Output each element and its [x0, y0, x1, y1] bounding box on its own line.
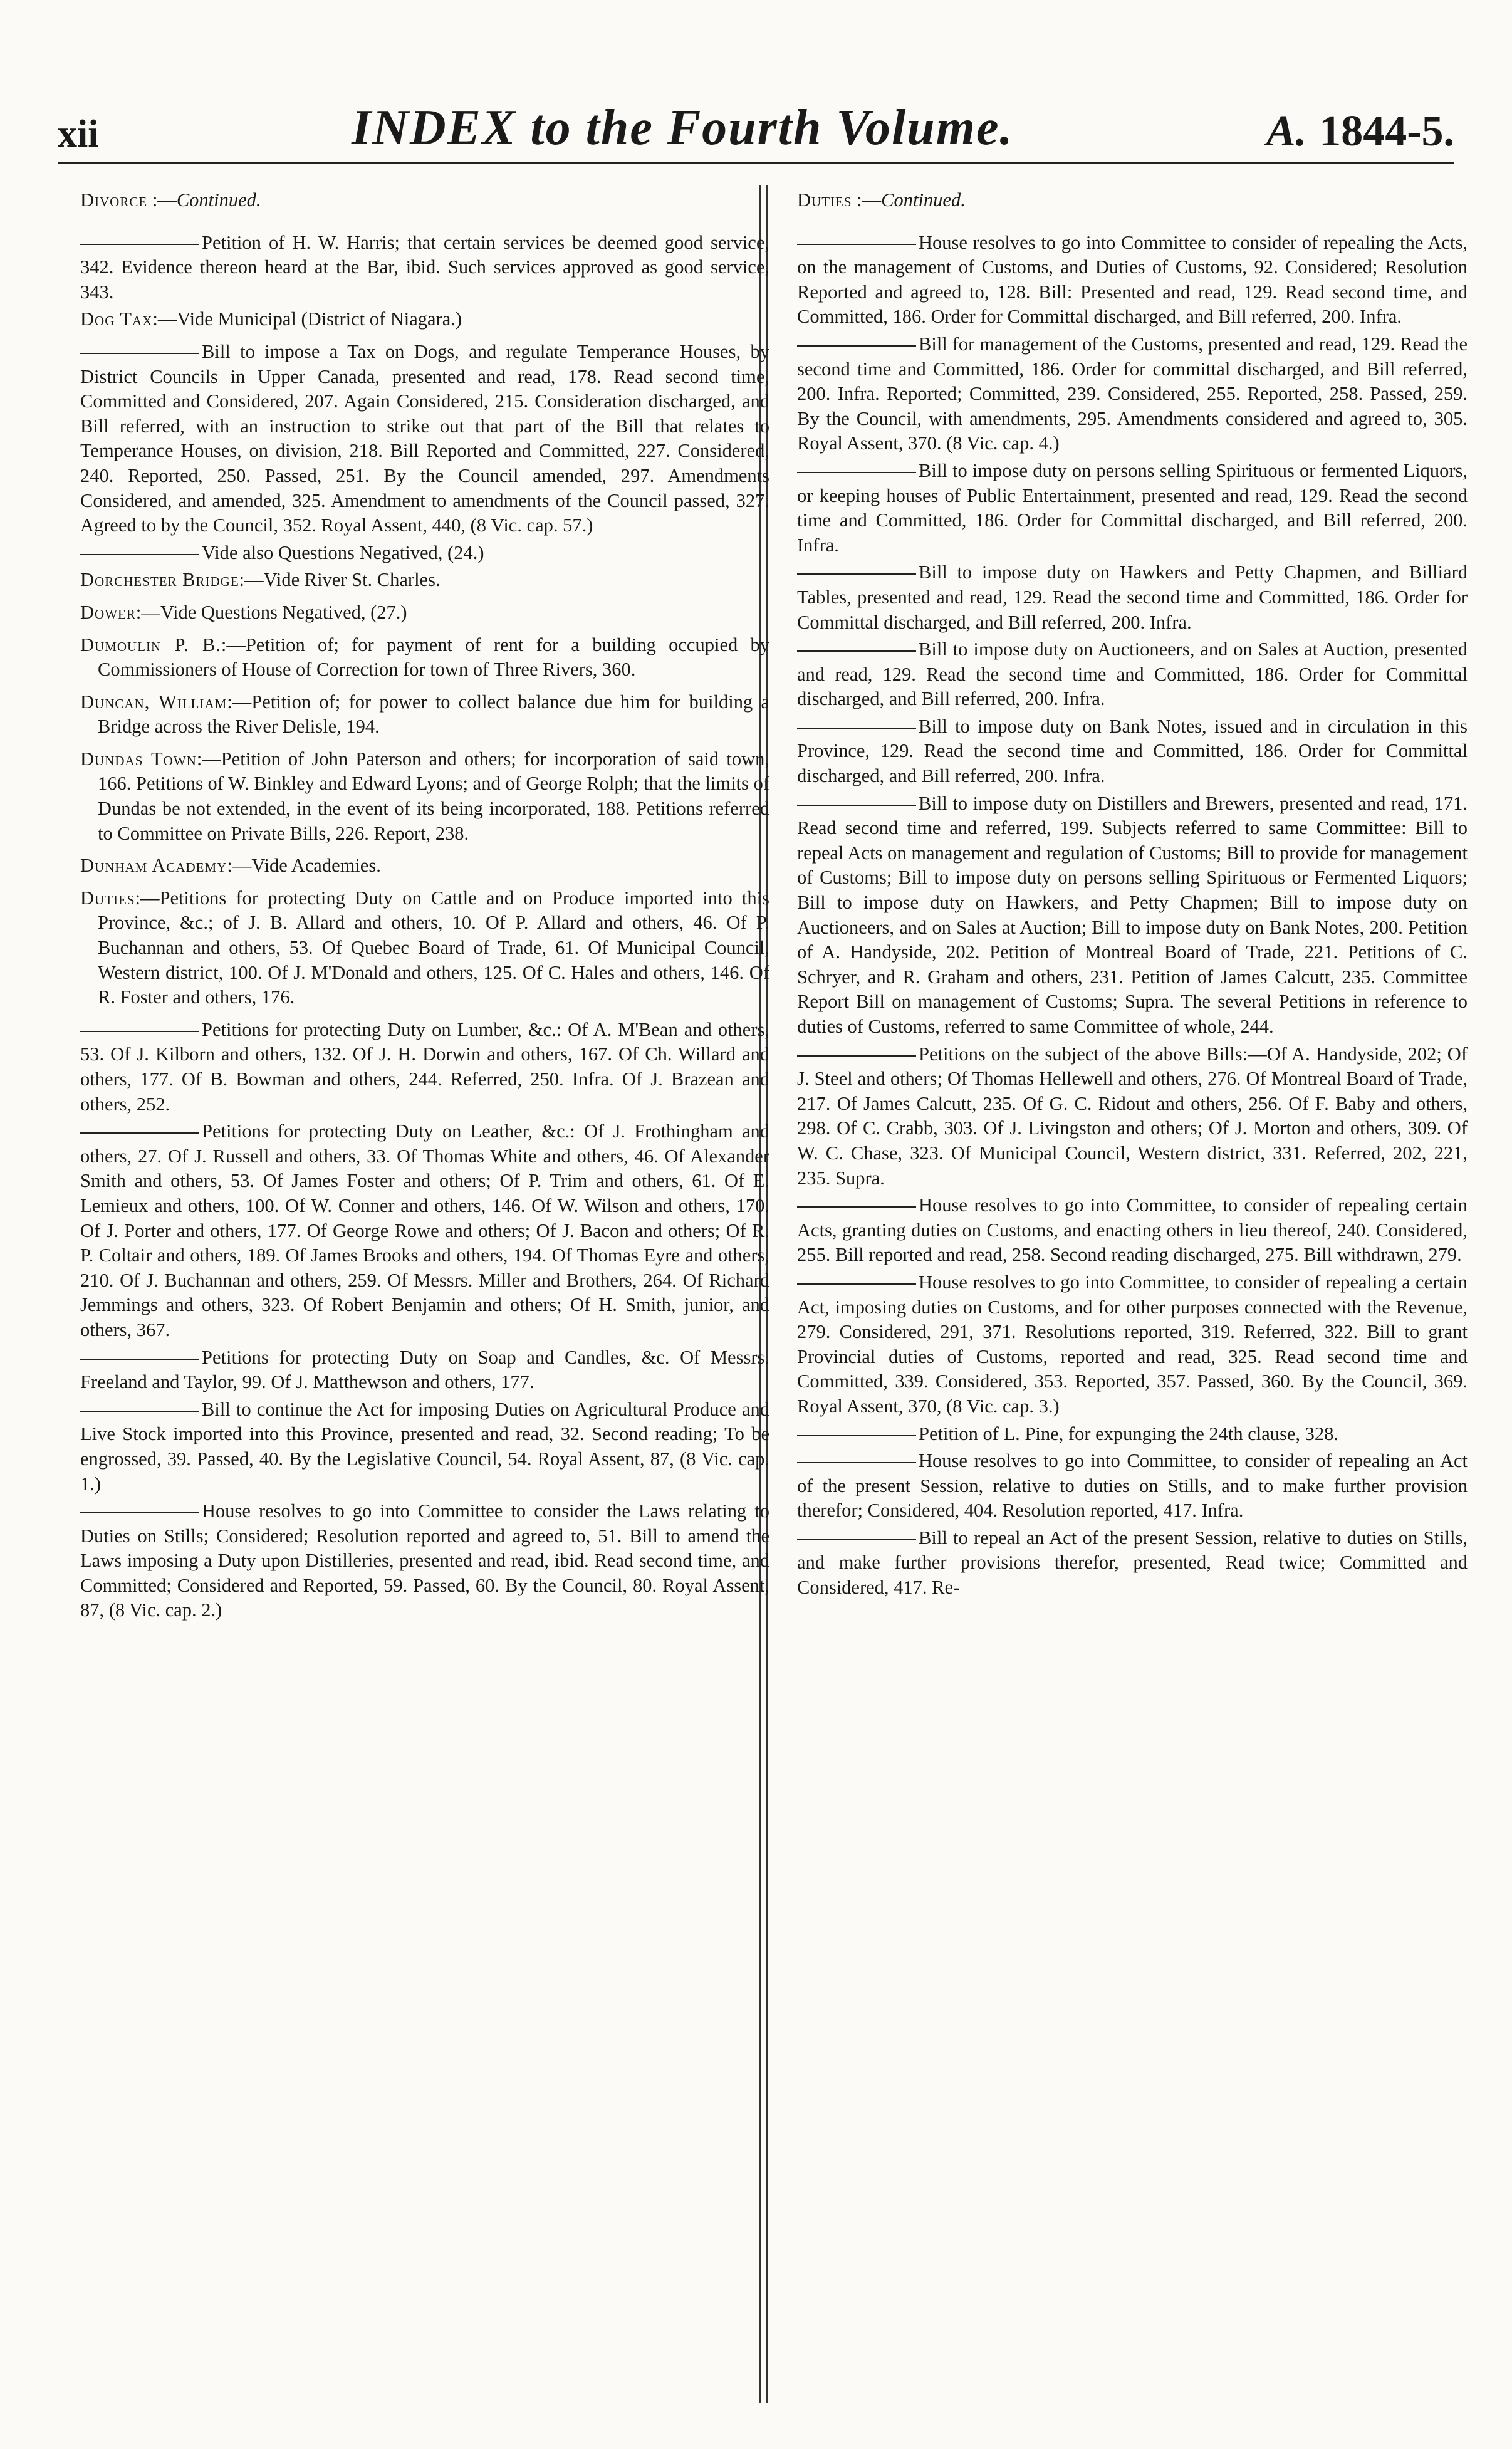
right-column-heading: Duties :—Continued.: [797, 189, 966, 211]
right-column: [797, 188, 1468, 1603]
divorce-subentry: Petition of H. W. Harris; that certain services be deemed good service, 342. Evidence thereon heard at the Bar, ibid. Such services approved as good service, 343.: [80, 231, 769, 303]
duties-subentry-repeal-stills: Bill to repeal an Act of the present Session, relative to duties on Stills, and make further provisions therefor, presented, Read twice; Committed and Considered, 417. Re-: [797, 1527, 1468, 1599]
entry-dorchester-bridge: Dorchester Bridge:—Vide River St. Charles.: [80, 569, 441, 591]
duties-subentry-petitions: Petitions on the subject of the above Bills:—Of A. Handyside, 202; Of J. Steel and others; Of Thomas Hellewell and others, 276. Of Montreal Board of Trade, 217. Of James Calcutt, 235. Of G. C. Ridout and others, 256. Of F. Baby and others, 298. Of C. Crabb, 303. Of J. Livingston and others; Of J. Morton and others, 309. Of W. C. Chase, 323. Of Municipal Council, Western district, 331. Referred, 202, 221, 235. Supra.: [797, 1043, 1468, 1189]
entry-dumoulin: Dumoulin P. B.:—Petition of; for payment of rent for a building occupied by Commissioners of House of Correction for town of Three Rivers, 360.: [80, 634, 769, 681]
duties-subentry-spirituous: Bill to impose duty on persons selling Spirituous or fermented Liquors, or keeping houses of Public Entertainment, presented and read, 129. Read the second time and Committed, 186. Order for Committal discharged, and Bill referred, 200. Infra.: [797, 459, 1468, 556]
duties-subentry-stills: House resolves to go into Committee to consider the Laws relating to Duties on Stills; Considered; Resolution reported and agreed to, 51. Bill to amend the Laws imposing a Duty upon Distilleries, presented and read, ibid. Read second time, and Committed; Considered and Reported, 59. Passed, 60. By the Council, 80. Royal Assent, 87, (8 Vic. cap. 2.): [80, 1500, 769, 1621]
duties-subentry-repeal-acts: House resolves to go into Committee, to consider of repealing certain Acts, granting duties on Customs, and enacting others in lieu thereof, 240. Considered, 255. Bill reported and read, 258. Second reading discharged, 275. Bill withdrawn, 279.: [797, 1194, 1468, 1266]
page-number: xii: [58, 113, 99, 155]
left-column-heading: Divorce :—Continued.: [80, 189, 261, 211]
index-letter-year: [1266, 107, 1454, 157]
entry-duncan: Duncan, William:—Petition of; for power to collect balance due him for building a Bridge across the River Delisle, 194.: [80, 691, 769, 738]
duties-subentry-agricultural: Bill to continue the Act for imposing Duties on Agricultural Produce and Live Stock imported into this Province, presented and read, 32. Second reading; To be engrossed, 39. Passed, 40. By the Legislative Council, 54. Royal Assent, 87, (8 Vic. cap. 1.): [80, 1398, 769, 1495]
page-title: INDEX to the Fourth Volume.: [351, 100, 1014, 155]
entry-dower: Dower:—Vide Questions Negatived, (27.): [80, 601, 407, 623]
duties-subentry-lumber: Petitions for protecting Duty on Lumber, &c.: Of A. M'Bean and others, 53. Of J. Kilborn and others, 132. Of J. H. Dorwin and others, 167. Of Ch. Willard and others, 177. Of B. Bowman and others, 244. Referred, 250. Infra. Of J. Brazean and others, 252.: [80, 1018, 769, 1115]
index-letter: A.: [1266, 107, 1307, 155]
page-header: [58, 81, 1454, 157]
dog-tax-subentry-2: Vide also Questions Negatived, (24.): [80, 541, 769, 566]
left-column: [80, 188, 769, 1626]
duties-subentry-bank-notes: Bill to impose duty on Bank Notes, issued and in circulation in this Province, 129. Read the second time and Committed, 186. Order for Committal discharged, and Bill referred, 200. Infra.: [797, 715, 1468, 787]
dog-tax-subentry: Bill to impose a Tax on Dogs, and regulate Temperance Houses, by District Councils in Upper Canada, presented and read, 178. Read second time, Committed and Considered, 207. Again Considered, 215. Consideration discharged, and Bill referred, with an instruction to strike out that part of the Bill that relates to Temperance Houses, on division, 218. Bill Reported and Committed, 227. Considered, 240. Reported, 250. Passed, 251. By the Council amended, 297. Amendments Considered, and amended, 325. Amendment to amendments of the Council passed, 327. Agreed to by the Council, 352. Royal Assent, 440, (8 Vic. cap. 57.): [80, 340, 769, 536]
entry-dundas-town: Dundas Town:—Petition of John Paterson and others; for incorporation of said town, 166. Petitions of W. Binkley and Edward Lyons; and of George Rolph; that the limits of Dundas be not extended, in the event of its being incorporated, 188. Petitions referred to Committee on Private Bills, 226. Report, 238.: [80, 748, 769, 844]
duties-subentry-revenue: House resolves to go into Committee, to consider of repealing a certain Act, imposing duties on Customs, and for other purposes connected with the Revenue, 279. Considered, 291, 371. Resolutions reported, 319. Referred, 322. Bill to grant Provincial duties of Customs, reported and read, 325. Read second time and Committed, 339. Considered, 353. Reported, 357. Passed, 360. By the Council, 369. Royal Assent, 370, (8 Vic. cap. 3.): [797, 1271, 1468, 1417]
duties-subentry-auctioneers: Bill to impose duty on Auctioneers, and on Sales at Auction, presented and read, 129. Read the second time and Committed, 186. Order for Committal discharged, and Bill referred, 200. Infra.: [797, 639, 1468, 710]
duties-subentry-stills-session: House resolves to go into Committee, to consider of repealing an Act of the present Session, relative to duties on Stills, and to make further provision therefor; Considered, 404. Resolution reported, 417. Infra.: [797, 1450, 1468, 1522]
duties-subentry-hawkers: Bill to impose duty on Hawkers and Petty Chapmen, and Billiard Tables, presented and read, 129. Read the second time and Committed, 186. Order for Committal discharged, and Bill referred, 200. Infra.: [797, 561, 1468, 633]
duties-subentry-soap: Petitions for protecting Duty on Soap and Candles, &c. Of Messrs. Freeland and Taylor, 99. Of J. Matthewson and others, 177.: [80, 1346, 769, 1393]
entry-dog-tax: Dog Tax:—Vide Municipal (District of Niagara.): [80, 308, 462, 330]
duties-subentry-distillers: Bill to impose duty on Distillers and Brewers, presented and read, 171. Read second time and referred, 199. Subjects referred to same Committee: Bill to repeal Acts on management and regulation of Customs; Bill to provide for management of Customs; Bill to impose duty on persons selling Spirituous or Fermented Liquors; Bill to impose duty on Hawkers, and Petty Chapmen; Bill to impose duty on Auctioneers, and on Sales at Auction; Bill to impose duty on Bank Notes, 200. Petition of A. Handyside, 202. Petition of Montreal Board of Trade, 221. Petitions of C. Schryer, and R. Graham and others, 231. Petition of James Calcutt, 235. Committee Report Bill on management of Customs; Supra. The several Petitions in reference to duties of Customs, referred to same Committee of whole, 244.: [797, 792, 1468, 1037]
duties-subentry-leather: Petitions for protecting Duty on Leather, &c.: Of J. Frothingham and others, 27. Of J. Russell and others, 33. Of Thomas White and others, 46. Of Alexander Smith and others, 53. Of James Foster and others; Of P. Trim and others, 61. Of E. Lemieux and others, 100. Of W. Conner and others, 146. Of W. Wilson and others, 170. Of J. Porter and others, 177. Of George Rowe and others; Of J. Bacon and others; Of R. P. Coltair and others, 189. Of James Brooks and others, 194. Of Thomas Eyre and others, 210. Of J. Buchannan and others, 259. Of Messrs. Miller and Brothers, 264. Of Richard Jemmings and others, 323. Of Robert Benjamin and others; Of H. Smith, junior, and others, 367.: [80, 1120, 769, 1340]
duties-subentry-customs-committee: House resolves to go into Committee to consider of repealing the Acts, on the management of Customs, and Duties of Customs, 92. Considered; Resolution Reported and agreed to, 128. Bill: Presented and read, 129. Read second time, and Committed, 186. Order for Committal discharged, and Bill referred, 200. Infra.: [797, 231, 1468, 328]
header-rule: [58, 162, 1454, 164]
volume-year: 1844-5.: [1319, 107, 1454, 155]
entry-dunham-academy: Dunham Academy:—Vide Academies.: [80, 855, 381, 877]
entry-duties: Duties:—Petitions for protecting Duty on Cattle and on Produce imported into this Province, &c.; of J. B. Allard and others, 10. Of P. Allard and others, 46. Of P. Buchannan and others, 53. Of Quebec Board of Trade, 61. Of Municipal Council, Western district, 100. Of J. M'Donald and others, 125. Of C. Hales and others, 146. Of R. Foster and others, 176.: [80, 887, 769, 1008]
duties-subentry-pine-petition: Petition of L. Pine, for expunging the 24th clause, 328.: [797, 1422, 1468, 1447]
duties-subentry-customs-management: Bill for management of the Customs, presented and read, 129. Read the second time and Committed, 186. Order for committal discharged, and Bill referred, 200. Infra. Reported; Committed, 239. Considered, 255. Reported, 258. Passed, 259. By the Council, with amendments, 295. Amendments considered and agreed to, 305. Royal Assent, 370. (8 Vic. cap. 4.): [797, 333, 1468, 454]
